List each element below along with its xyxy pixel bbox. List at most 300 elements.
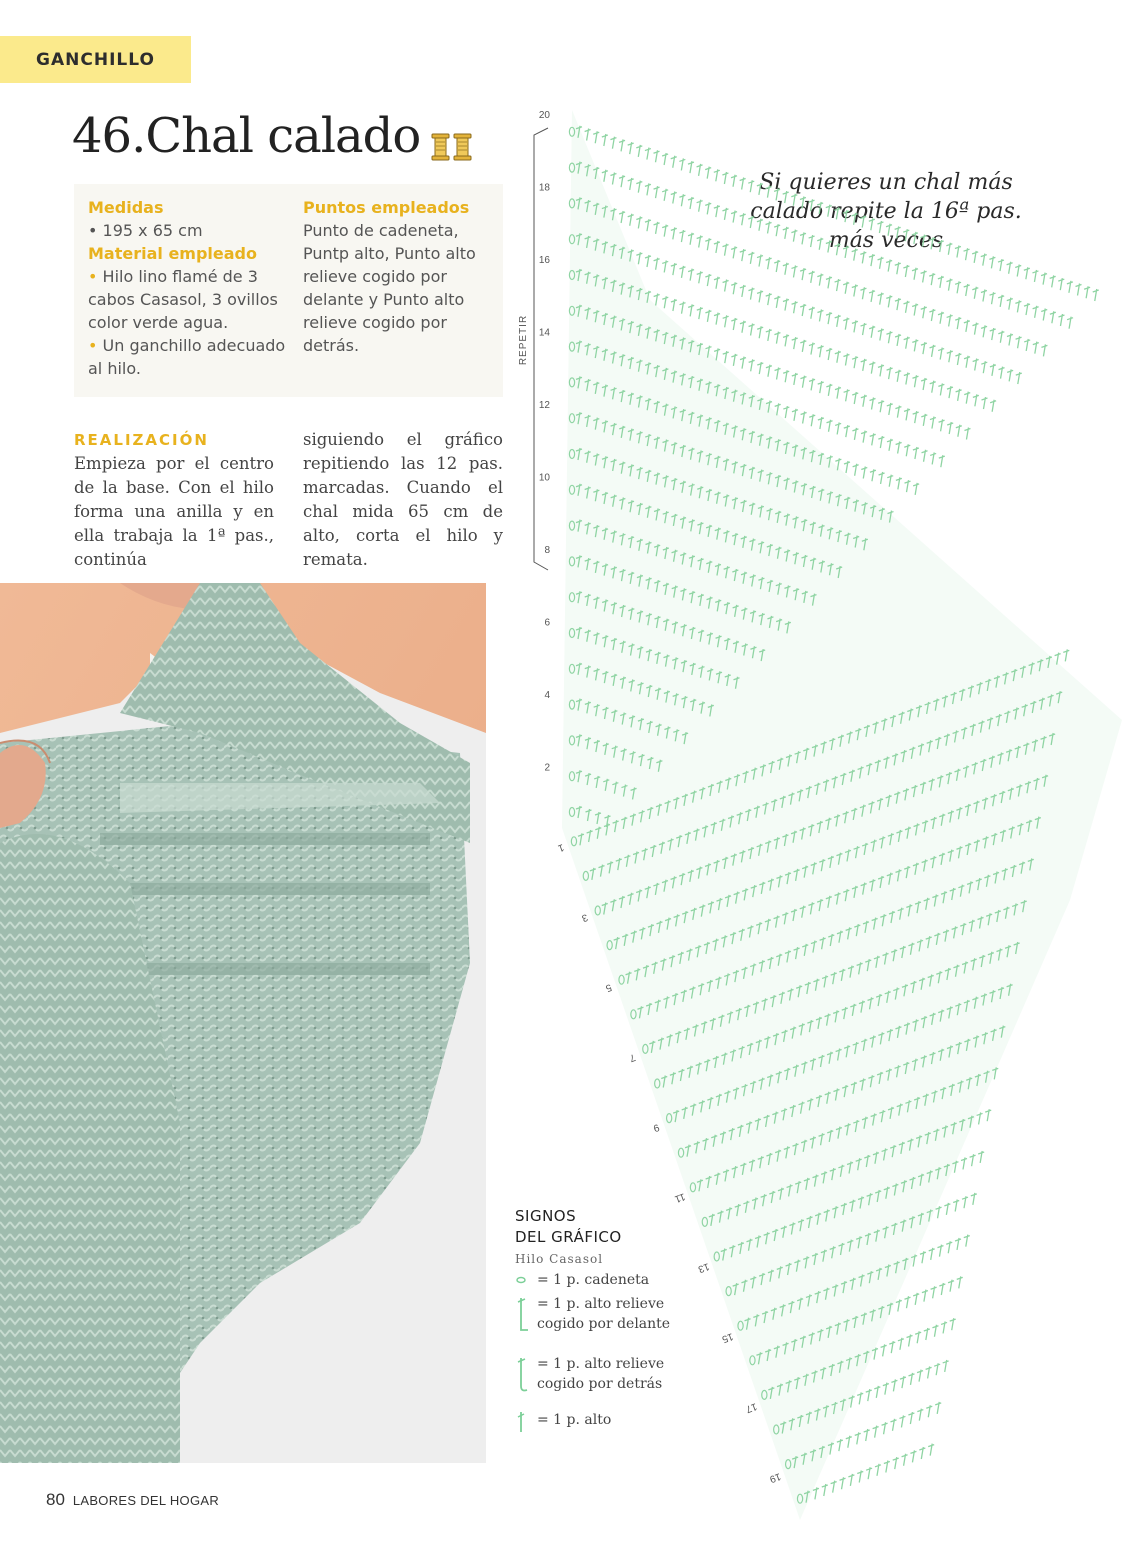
stitch-mark xyxy=(912,268,918,280)
stitch-mark xyxy=(861,431,867,443)
stitch-mark xyxy=(636,145,642,157)
stitch-mark xyxy=(878,400,884,412)
stitch-mark xyxy=(920,235,926,247)
stitch-mark xyxy=(610,172,616,184)
back-post-dc-icon xyxy=(515,1354,533,1398)
stitch-mark xyxy=(1041,273,1047,285)
stitch-mark xyxy=(896,477,902,489)
stitch-mark xyxy=(904,1296,910,1308)
stitch-mark xyxy=(964,248,970,260)
stitch-mark xyxy=(981,254,987,266)
instructions-column-1 xyxy=(74,428,274,572)
shawl-photo xyxy=(0,583,486,1463)
stitch-mark xyxy=(964,427,970,439)
stitch-mark xyxy=(671,156,677,168)
stitch-mark xyxy=(714,277,720,289)
stitch-mark xyxy=(671,227,677,239)
stitch-mark xyxy=(886,295,892,307)
stitch-mark xyxy=(705,238,711,250)
stitch-mark xyxy=(1016,336,1022,348)
stitch-mark xyxy=(826,312,832,324)
stitch-mark xyxy=(645,183,651,195)
stitch-mark xyxy=(875,1464,881,1476)
material-item xyxy=(88,334,288,380)
stitch-mark xyxy=(1007,369,1013,381)
stitch-mark xyxy=(873,1426,879,1438)
stitch-mark xyxy=(870,397,876,409)
stitch-mark xyxy=(809,199,815,211)
row-number: 1 xyxy=(556,841,566,854)
stitch-mark xyxy=(934,1363,940,1375)
stitch-mark xyxy=(878,257,884,269)
stitch-mark xyxy=(912,304,918,316)
stitch-mark xyxy=(697,307,703,319)
stitch-mark xyxy=(662,296,668,308)
stitch-mark xyxy=(688,269,694,281)
legend-item-text: = 1 p. alto xyxy=(537,1412,612,1428)
stitch-mark xyxy=(857,1392,863,1404)
stitch-mark xyxy=(955,281,961,293)
stitch-mark xyxy=(740,321,746,333)
stitch-mark xyxy=(852,392,858,404)
puntos-heading: Puntos empleados xyxy=(303,198,470,217)
stitch-mark xyxy=(662,189,668,201)
stitch-mark xyxy=(891,1419,897,1431)
stitch-mark xyxy=(852,249,858,261)
stitch-mark xyxy=(662,260,668,272)
stitch-mark xyxy=(775,368,781,380)
stitch-mark xyxy=(926,1366,932,1378)
stitch-mark xyxy=(956,389,962,401)
stitch-mark xyxy=(930,452,936,464)
stitch-mark xyxy=(921,342,927,354)
stitch-mark xyxy=(654,258,660,270)
stitch-mark xyxy=(913,411,919,423)
stitch-mark xyxy=(843,210,849,222)
spool-icon xyxy=(431,133,473,161)
stitch-mark xyxy=(1084,286,1090,298)
stitch-mark xyxy=(848,1474,854,1486)
instructions-text: Empieza por el centro de la base. Con el hilo forma una anilla y en ella trabaja la 1ª pas., continúa xyxy=(74,454,274,569)
stitch-mark xyxy=(645,255,651,267)
row-number: 14 xyxy=(538,327,550,339)
row-number: 17 xyxy=(744,1400,759,1415)
stitch-mark xyxy=(1007,298,1013,310)
stitch-mark xyxy=(843,318,849,330)
stitch-mark xyxy=(1050,275,1056,287)
stitch-mark xyxy=(926,1405,932,1417)
stitch-mark xyxy=(757,362,763,374)
stitch-mark xyxy=(740,213,746,225)
stitch-mark xyxy=(981,361,987,373)
row-number: 18 xyxy=(538,182,550,194)
stitch-mark xyxy=(757,183,763,195)
stitch-mark xyxy=(809,343,815,355)
stitch-mark xyxy=(809,378,815,390)
stitch-mark xyxy=(697,236,703,248)
stitch-mark xyxy=(938,348,944,360)
stitch-mark xyxy=(937,1245,943,1257)
front-post-dc-icon xyxy=(515,1294,533,1338)
stitch-mark xyxy=(972,251,978,263)
stitch-mark xyxy=(757,290,763,302)
stitch-mark xyxy=(913,447,919,459)
stitch-mark xyxy=(731,175,737,187)
stitch-mark xyxy=(826,205,832,217)
stitch-mark xyxy=(636,181,642,193)
stitch-mark xyxy=(791,230,797,242)
stitch-mark xyxy=(602,134,608,146)
stitch-mark xyxy=(809,414,815,426)
stitch-mark xyxy=(881,1344,887,1356)
stitch-mark xyxy=(990,400,996,412)
stitch-mark xyxy=(843,353,849,365)
stitch-mark xyxy=(723,351,729,363)
stitch-mark xyxy=(757,326,763,338)
stitch-mark xyxy=(1067,317,1073,329)
stitch-mark xyxy=(826,348,832,360)
stitch-mark xyxy=(680,302,686,314)
stitch-mark xyxy=(887,367,893,379)
stitch-mark xyxy=(817,309,823,321)
stitch-mark xyxy=(835,351,841,363)
stitch-mark xyxy=(679,194,685,206)
stitch-mark xyxy=(714,313,720,325)
stitch-mark xyxy=(740,357,746,369)
stitch-mark xyxy=(886,260,892,272)
stitch-mark xyxy=(800,232,806,244)
stitch-mark xyxy=(887,439,893,451)
page-title: 46.Chal calado xyxy=(72,108,421,164)
repeat-bracket xyxy=(534,128,548,570)
stitch-mark xyxy=(973,394,979,406)
stitch-mark xyxy=(628,178,634,190)
stitch-mark xyxy=(917,1409,923,1421)
stitch-mark xyxy=(818,417,824,429)
stitch-mark xyxy=(826,384,832,396)
stitch-mark xyxy=(585,129,591,141)
stitch-mark xyxy=(679,266,685,278)
puntos-value: Punto de cadeneta, Puntp alto, Punto alto relieve cogido por delante y Punto alto relieve cogido por detrás. xyxy=(303,221,476,355)
stitch-mark xyxy=(985,1109,991,1121)
stitch-mark xyxy=(722,172,728,184)
stitch-mark xyxy=(1024,267,1030,279)
stitch-mark xyxy=(904,408,910,420)
stitch-mark xyxy=(688,197,694,209)
stitch-mark xyxy=(884,1460,890,1472)
stitch-mark xyxy=(877,221,883,233)
stitch-mark xyxy=(946,279,952,291)
stitch-mark xyxy=(964,1235,970,1247)
stitch-mark xyxy=(636,216,642,228)
stitch-mark xyxy=(977,1112,983,1124)
legend-item-text: = 1 p. alto relieve cogido por delante xyxy=(537,1296,671,1332)
stitch-mark xyxy=(874,1386,880,1398)
stitch-mark xyxy=(654,222,660,234)
repeat-label: REPETIR xyxy=(518,314,529,366)
stitch-mark xyxy=(636,252,642,264)
stitch-mark xyxy=(1007,262,1013,274)
stitch-mark xyxy=(1067,281,1073,293)
stitch-mark xyxy=(878,436,884,448)
stitch-mark xyxy=(1041,344,1047,356)
stitch-mark xyxy=(1032,270,1038,282)
stitch-mark xyxy=(800,376,806,388)
row-number: 6 xyxy=(544,617,550,629)
stitch-mark xyxy=(1063,649,1069,661)
stitch-mark xyxy=(930,381,936,393)
stitch-mark xyxy=(714,241,720,253)
stitch-mark xyxy=(922,1290,928,1302)
stitch-mark xyxy=(861,323,867,335)
stitch-mark xyxy=(800,197,806,209)
stitch-mark xyxy=(855,1432,861,1444)
stitch-mark xyxy=(981,397,987,409)
stitch-mark xyxy=(740,249,746,261)
stitch-mark xyxy=(895,406,901,418)
stitch-mark xyxy=(628,214,634,226)
stitch-mark xyxy=(964,284,970,296)
medidas-heading: Medidas xyxy=(88,198,164,217)
row-number: 16 xyxy=(538,255,550,266)
stitch-mark xyxy=(912,339,918,351)
stitch-mark xyxy=(792,337,798,349)
stitch-mark xyxy=(766,221,772,233)
stitch-mark xyxy=(929,273,935,285)
stitch-mark xyxy=(946,243,952,255)
stitch-mark xyxy=(705,274,711,286)
stitch-mark xyxy=(852,320,858,332)
stitch-mark xyxy=(860,287,866,299)
stitch-mark xyxy=(957,1276,963,1288)
stitch-mark xyxy=(1016,372,1022,384)
realizacion-label: REALIZACIÓN xyxy=(74,431,209,449)
stitch-mark xyxy=(818,381,824,393)
stitch-mark xyxy=(896,1300,902,1312)
stitch-mark xyxy=(919,1447,925,1459)
stitch-mark xyxy=(932,1325,938,1337)
stitch-mark xyxy=(749,359,755,371)
medidas-value: • 195 x 65 cm xyxy=(88,221,203,240)
stitch-mark xyxy=(853,464,859,476)
stitch-mark xyxy=(783,406,789,418)
stitch-mark xyxy=(964,320,970,332)
stitch-mark xyxy=(913,1293,919,1305)
stitch-mark xyxy=(870,469,876,481)
stitches-column xyxy=(303,196,495,357)
stitch-mark xyxy=(891,1379,897,1391)
stitch-mark xyxy=(930,345,936,357)
row-number: 13 xyxy=(696,1260,711,1275)
materials-column xyxy=(88,196,288,380)
stitch-mark xyxy=(766,329,772,341)
stitch-mark xyxy=(861,395,867,407)
legend-heading: DEL GRÁFICO xyxy=(515,1228,622,1246)
stitch-mark xyxy=(800,268,806,280)
stitch-mark xyxy=(705,310,711,322)
legend-item-chain xyxy=(515,1270,715,1290)
stitch-mark xyxy=(852,284,858,296)
stitch-mark xyxy=(879,472,885,484)
stitch-mark xyxy=(826,276,832,288)
material-item xyxy=(88,265,288,334)
stitch-mark xyxy=(899,1415,905,1427)
stitch-mark xyxy=(645,219,651,231)
materials-box xyxy=(74,184,503,397)
stitch-mark xyxy=(846,1436,852,1448)
stitch-mark xyxy=(835,279,841,291)
stitch-mark xyxy=(1033,306,1039,318)
stitch-mark xyxy=(843,246,849,258)
stitch-mark xyxy=(679,230,685,242)
stitch-mark xyxy=(947,422,953,434)
stitch-mark xyxy=(1015,265,1021,277)
stitch-mark xyxy=(895,298,901,310)
stitch-mark xyxy=(910,1450,916,1462)
stitch-mark xyxy=(809,271,815,283)
chart-legend xyxy=(515,1206,715,1434)
stitch-mark xyxy=(671,263,677,275)
stitch-mark xyxy=(723,244,729,256)
tip-note: Si quieres un chal más calado repite la 16ª pas. más veces xyxy=(750,170,1022,253)
stitch-mark xyxy=(766,293,772,305)
stitch-mark xyxy=(869,218,875,230)
stitch-mark xyxy=(593,131,599,143)
stitch-mark xyxy=(921,270,927,282)
stitch-mark xyxy=(860,251,866,263)
stitch-mark xyxy=(783,227,789,239)
stitch-mark xyxy=(852,356,858,368)
stitch-mark xyxy=(619,139,625,151)
stitch-mark xyxy=(679,158,685,170)
stitch-mark xyxy=(883,1383,889,1395)
stitch-mark xyxy=(935,1402,941,1414)
stitch-mark xyxy=(800,340,806,352)
stitch-mark xyxy=(671,299,677,311)
stitch-mark xyxy=(783,299,789,311)
stitch-mark xyxy=(902,1454,908,1466)
stitch-mark xyxy=(887,475,893,487)
stitch-mark xyxy=(998,331,1004,343)
stitch-mark xyxy=(827,420,833,432)
stitch-mark xyxy=(843,282,849,294)
stitch-mark xyxy=(950,1318,956,1330)
stitch-mark xyxy=(938,383,944,395)
stitch-mark xyxy=(783,263,789,275)
stitch-mark xyxy=(834,243,840,255)
stitch-mark xyxy=(889,1341,895,1353)
stitch-mark xyxy=(766,365,772,377)
stitch-mark xyxy=(905,480,911,492)
stitch-mark xyxy=(878,293,884,305)
stitch-mark xyxy=(774,332,780,344)
stitch-mark xyxy=(748,180,754,192)
stitch-mark xyxy=(645,148,651,160)
material-item-text: Hilo lino flamé de 3 cabos Casasol, 3 ovillos color verde agua. xyxy=(88,267,278,332)
stitch-mark xyxy=(783,191,789,203)
stitch-mark xyxy=(800,304,806,316)
stitch-mark xyxy=(1024,339,1030,351)
stitch-mark xyxy=(1076,284,1082,296)
stitch-mark xyxy=(610,137,616,149)
double-crochet-icon xyxy=(515,1410,531,1434)
instructions-column-2: siguiendo el gráfico repitiendo las 12 pas. marcadas. Cuando el chal mida 65 cm de alto, corta el hilo y remata. xyxy=(303,430,503,569)
stitch-mark xyxy=(602,170,608,182)
stitch-mark xyxy=(835,422,841,434)
stitch-mark xyxy=(936,1206,942,1218)
stitch-mark xyxy=(731,354,737,366)
stitch-mark xyxy=(943,1360,949,1372)
stitch-mark xyxy=(964,356,970,368)
stitch-mark xyxy=(1058,314,1064,326)
bullet: • xyxy=(88,336,98,355)
stitch-mark xyxy=(619,175,625,187)
stitch-mark xyxy=(619,211,625,223)
stitch-mark xyxy=(748,288,754,300)
legend-item-text: = 1 p. alto relieve cogido por detrás xyxy=(537,1356,665,1392)
stitch-mark xyxy=(757,255,763,267)
stitch-mark xyxy=(809,307,815,319)
stitch-mark xyxy=(1050,311,1056,323)
stitch-mark xyxy=(835,387,841,399)
stitch-mark xyxy=(748,216,754,228)
stitch-mark xyxy=(792,301,798,313)
stitch-mark xyxy=(861,466,867,478)
stitch-mark xyxy=(944,1203,950,1215)
stitch-mark xyxy=(886,224,892,236)
stitch-mark xyxy=(835,315,841,327)
row-number: 15 xyxy=(720,1330,735,1345)
stitch-mark xyxy=(898,1338,904,1350)
stitch-mark xyxy=(697,164,703,176)
stitch-mark xyxy=(723,279,729,291)
row-number: 19 xyxy=(767,1470,783,1485)
stitch-mark xyxy=(990,292,996,304)
stitch-mark xyxy=(1007,333,1013,345)
stitch-mark xyxy=(817,238,823,250)
stitch-mark xyxy=(938,276,944,288)
publication-name: LABORES DEL HOGAR xyxy=(72,1493,220,1508)
stitch-mark xyxy=(1015,300,1021,312)
stitch-mark xyxy=(929,309,935,321)
stitch-mark xyxy=(999,367,1005,379)
stitch-mark xyxy=(895,370,901,382)
stitch-mark xyxy=(662,153,668,165)
material-item-text: Un ganchillo adecuado al hilo. xyxy=(88,336,286,378)
stitch-mark xyxy=(970,1154,976,1166)
stitch-mark xyxy=(697,200,703,212)
stitch-mark xyxy=(904,444,910,456)
stitch-mark xyxy=(831,1481,837,1493)
stitch-mark xyxy=(924,1328,930,1340)
stitch-mark xyxy=(904,373,910,385)
stitch-mark xyxy=(931,1286,937,1298)
stitch-mark xyxy=(783,370,789,382)
stitch-mark xyxy=(972,323,978,335)
stitch-mark xyxy=(837,1439,843,1451)
stitch-mark xyxy=(878,329,884,341)
stitch-mark xyxy=(722,208,728,220)
stitch-mark xyxy=(628,142,634,154)
stitch-mark xyxy=(671,192,677,204)
stitch-mark xyxy=(990,364,996,376)
stitch-mark xyxy=(857,1471,863,1483)
stitch-mark xyxy=(947,386,953,398)
stitch-mark xyxy=(783,334,789,346)
stitch-mark xyxy=(939,455,945,467)
stitch-mark xyxy=(904,337,910,349)
stitch-mark xyxy=(913,483,919,495)
